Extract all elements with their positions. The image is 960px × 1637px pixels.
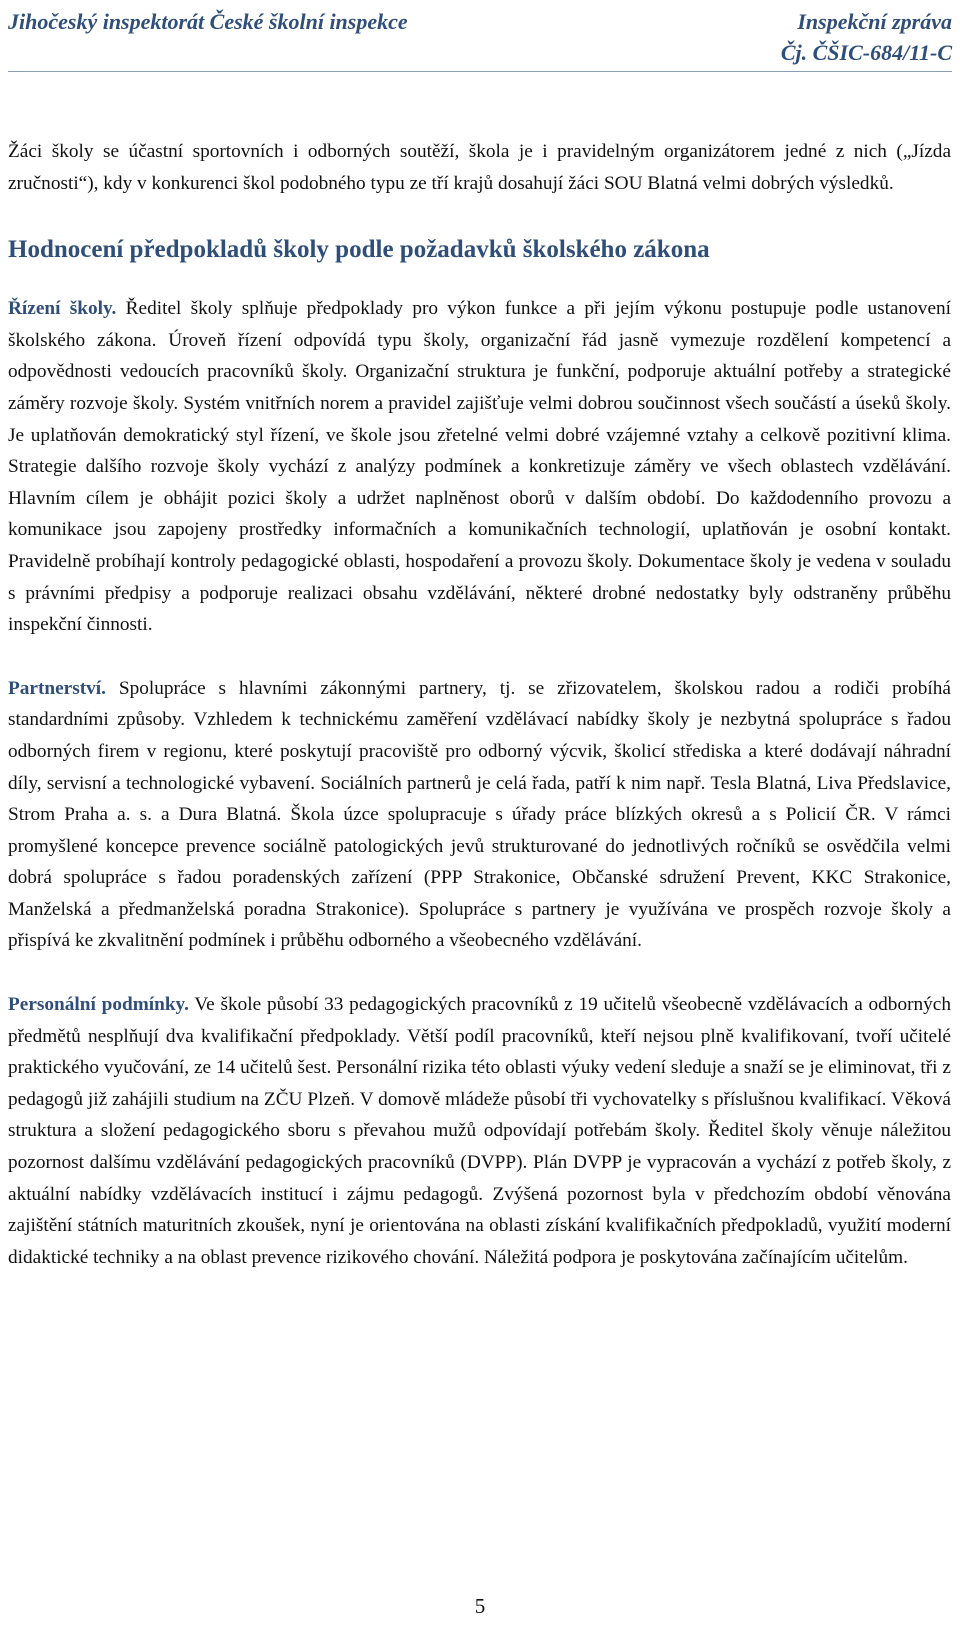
reference-number: Čj. ČŠIC-684/11-C bbox=[780, 40, 952, 65]
intro-paragraph: Žáci školy se účastní sportovních i odborných soutěží, škola je i pravidelným organizátorem jedné z nich („Jízda zručnosti“), kdy v konkurenci škol podobného typu ze tří krajů dosahují žáci SOU Blatná velmi dobrých výsledků. bbox=[8, 141, 951, 194]
page-header bbox=[8, 4, 952, 68]
section-heading: Hodnocení předpokladů školy podle požadavků školského zákona bbox=[8, 236, 710, 264]
paragraph-label: Personální podmínky. bbox=[8, 994, 189, 1016]
inspectorate-name: Jihočeský inspektorát České školní inspekce bbox=[8, 9, 408, 34]
paragraph-text: Ve škole působí 33 pedagogických pracovníků z 19 učitelů všeobecně vzdělávacích a odborných předmětů nesplňují dva kvalifikační předpoklady. Větší podíl pracovníků, kteří nejsou plně kvalifikovaní, tvoří učitelé praktického vyučování, ze 14 učitelů šest. Personální rizika této oblasti výuky vedení sleduje a snaží se je eliminovat, tři z pedagogů již zahájili studium na ZČU Plzeň. V domově mládeže působí tři vychovatelky s příslušnou kvalifikací. Věková struktura a složení pedagogického sboru s převahou mužů odpovídají potřebám školy. Ředitel školy věnuje náležitou pozornost dalšímu vzdělávání pedagogických pracovníků (DVPP). Plán DVPP je vypracován a vychází z potřeb školy, z aktuální nabídky vzdělávacích institucí i zájmu pedagogů. Zvýšená pozornost byla v předchozím období věnována zajištění státních maturitních zkoušek, nyní je orientována na oblasti získání kvalifikačních předpokladů, využití moderní didaktické techniky a na oblast prevence rizikového chování. Náležitá podpora je poskytována začínajícím učitelům. bbox=[8, 994, 951, 1268]
header-divider bbox=[8, 71, 952, 72]
paragraph-label: Partnerství. bbox=[8, 677, 106, 699]
paragraph-partnership bbox=[8, 673, 951, 957]
paragraph-school-management bbox=[8, 293, 951, 641]
report-title: Inspekční zpráva bbox=[797, 9, 952, 34]
page-number: 5 bbox=[474, 1594, 486, 1618]
document-body bbox=[8, 136, 951, 1273]
report-reference bbox=[781, 6, 952, 68]
paragraph-label: Řízení školy. bbox=[8, 298, 117, 320]
paragraph-text: Ředitel školy splňuje předpoklady pro výkon funkce a při jejím výkonu postupuje podle ustanovení školského zákona. Úroveň řízení odpovídá typu školy, organizační řád jasně vymezuje rozdělení kompetencí a odpovědnosti vedoucích pracovníků školy. Organizační struktura je funkční, podporuje aktuální potřeby a strategické záměry rozvoje školy. Systém vnitřních norem a pravidel zajišťuje velmi dobrou součinnost všech součástí a úseků školy. Je uplatňován demokratický styl řízení, ve škole jsou zřetelné velmi dobré vzájemné vztahy a celkově pozitivní klima. Strategie dalšího rozvoje školy vychází z analýzy podmínek a konkretizuje záměry ve všech oblastech vzdělávání. Hlavním cílem je obhájit pozici školy a udržet naplněnost oborů v dalším období. Do každodenního provozu a komunikace jsou zapojeny prostředky informačních a komunikačních technologií, uplatňován je osobní kontakt. Pravidelně probíhají kontroly pedagogické oblasti, hospodaření a provozu školy. Dokumentace školy je vedena v souladu s právními předpisy a podporuje realizaci obsahu vzdělávání, některé drobné nedostatky byly odstraněny průběhu inspekční činnosti. bbox=[8, 298, 951, 636]
paragraph-personnel bbox=[8, 989, 951, 1273]
paragraph-text: Spolupráce s hlavními zákonnými partnery, tj. se zřizovatelem, školskou radou a rodiči probíhá standardními způsoby. Vzhledem k technickému zaměření vzdělávací nabídky školy je nezbytná spolupráce s řadou odborných firem v regionu, které poskytují pracoviště pro odborný výcvik, školicí střediska a které dodávají náhradní díly, servisní a technologické vybavení. Sociálních partnerů je celá řada, patří k nim např. Tesla Blatná, Liva Předslavice, Strom Praha a. s. a Dura Blatná. Škola úzce spolupracuje s úřady práce blízkých okresů a s Policií ČR. V rámci promyšlené koncepce prevence sociálně patologických jevů strukturované do jednotlivých ročníků se osvědčila velmi dobrá spolupráce s řadou poradenských zařízení (PPP Strakonice, Občanské sdružení Prevent, KKC Strakonice, Manželská a předmanželská poradna Strakonice). Spolupráce s partnery je využívána ve prospěch rozvoje školy a přispívá ke zkvalitnění podmínek i průběhu odborného a všeobecného vzdělávání. bbox=[8, 677, 951, 952]
